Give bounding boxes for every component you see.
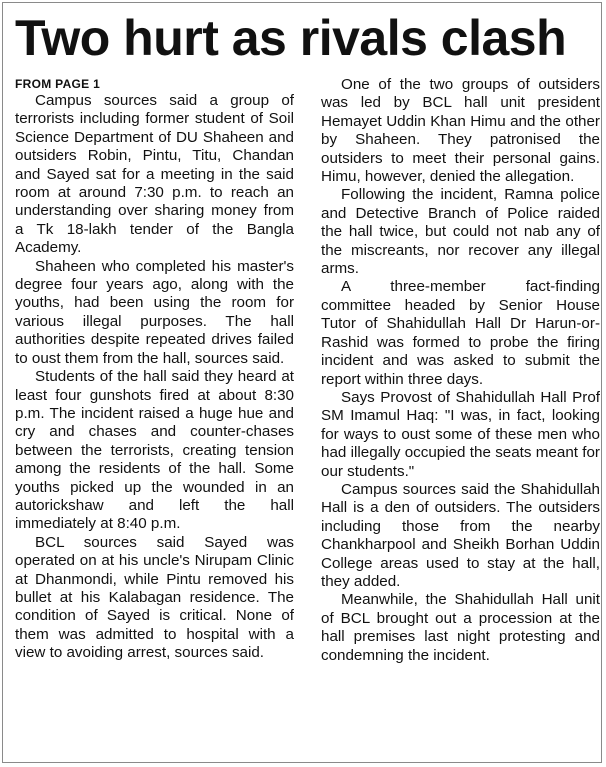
continuation-kicker: FROM PAGE 1 xyxy=(15,77,101,91)
paragraph: Students of the hall said they heard at least four gunshots fired at about 8:30 p.m. The incident raised a huge hue and cry and chases and counter-chases between the terrorists, creating tension among the residents of the hall. Some youths picked up the wounded in an autorickshaw and left the hall immediately at 8:40 p.m. xyxy=(15,368,294,533)
paragraph: Campus sources said a group of terrorists including former student of Soil Science Department of DU Shaheen and outsiders Robin, Pintu, Titu, Chandan and Sayed sat for a meeting in the said room at around 7:30 p.m. to reach an understanding over sharing money from a Tk 18-lakh tender of the Bangla Academy. xyxy=(15,92,294,257)
paragraph: Following the incident, Ramna police and Detective Branch of Police raided the hall twice, but could not nab any of the miscreants, nor recover any illegal arms. xyxy=(321,186,600,278)
headline: Two hurt as rivals clash xyxy=(15,10,567,66)
paragraph: BCL sources said Sayed was operated on at his uncle's Nirupam Clinic at Dhanmondi, while Pintu removed his bullet at his Kalabagan residence. The condition of Sayed is critical. None of them was admitted to hospital with a view to avoiding arrest, sources said. xyxy=(15,533,294,662)
right-column xyxy=(321,76,600,764)
paragraph: Says Provost of Shahidullah Hall Prof SM Imamul Haq: "I was, in fact, looking for ways to oust some of these men who had illegally occupied the seats meant for our students." xyxy=(321,388,600,480)
paragraph: Shaheen who completed his master's degree four years ago, along with the youths, had been using the room for various illegal purposes. The hall authorities despite repeated drives failed to oust them from the hall, sources said. xyxy=(15,257,294,367)
newspaper-clipping xyxy=(2,2,602,763)
left-column xyxy=(15,77,294,765)
paragraph: One of the two groups of outsiders was led by BCL hall unit president Hemayet Uddin Khan Himu and the other by Shaheen. They patronised the outsiders to meet their personal gains. Himu, however, denied the allegation. xyxy=(321,76,600,186)
paragraph: A three-member fact-finding committee headed by Senior House Tutor of Shahidullah Hall Dr Harun-or-Rashid was formed to probe the firing incident and was asked to submit the report within three days. xyxy=(321,278,600,388)
paragraph: Campus sources said the Shahidullah Hall is a den of outsiders. The outsiders including those from the nearby Chankharpool and Sheikh Borhan Uddin College areas used to stay at the hall, they added. xyxy=(321,480,600,590)
paragraph: Meanwhile, the Shahidullah Hall unit of BCL brought out a procession at the hall premises last night protesting and condemning the incident. xyxy=(321,591,600,664)
